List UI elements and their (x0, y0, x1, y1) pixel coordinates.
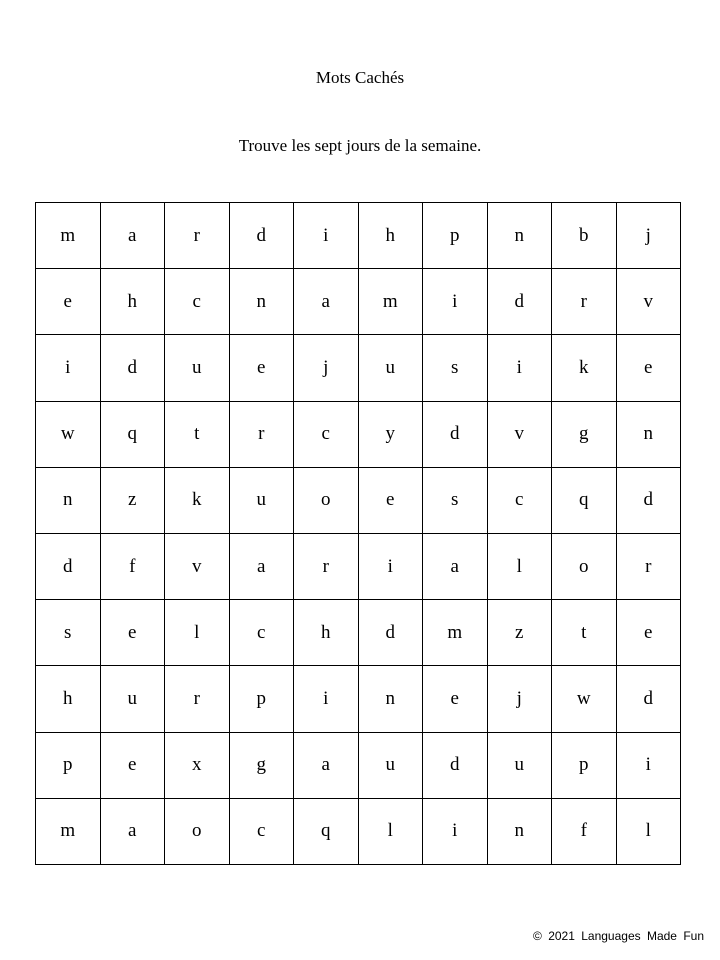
grid-cell: d (36, 533, 101, 599)
grid-row (36, 467, 681, 533)
grid-cell: g (229, 732, 294, 798)
grid-cell: p (229, 666, 294, 732)
grid-cell: g (552, 401, 617, 467)
grid-row (36, 533, 681, 599)
grid-cell: e (229, 335, 294, 401)
grid-cell: q (552, 467, 617, 533)
grid-cell: v (616, 269, 681, 335)
grid-row (36, 203, 681, 269)
grid-cell: f (100, 533, 165, 599)
grid-cell: i (423, 269, 488, 335)
grid-cell: u (100, 666, 165, 732)
grid-cell: c (165, 269, 230, 335)
grid-cell: d (487, 269, 552, 335)
grid-cell: c (487, 467, 552, 533)
grid-cell: u (487, 732, 552, 798)
grid-cell: j (487, 666, 552, 732)
grid-cell: i (36, 335, 101, 401)
grid-cell: k (552, 335, 617, 401)
grid-cell: i (358, 533, 423, 599)
grid-cell: n (229, 269, 294, 335)
grid-cell: m (358, 269, 423, 335)
grid-cell: c (229, 798, 294, 864)
grid-cell: l (358, 798, 423, 864)
grid-cell: a (423, 533, 488, 599)
grid-cell: d (616, 666, 681, 732)
grid-cell: a (294, 732, 359, 798)
worksheet-instruction: Trouve les sept jours de la semaine. (238, 136, 482, 155)
grid-cell: s (36, 600, 101, 666)
grid-cell: r (229, 401, 294, 467)
grid-cell: d (358, 600, 423, 666)
grid-cell: d (423, 732, 488, 798)
grid-cell: e (100, 600, 165, 666)
grid-cell: o (165, 798, 230, 864)
grid-cell: d (616, 467, 681, 533)
grid-cell: p (423, 203, 488, 269)
copyright-footer: © 2021 Languages Made Fun (533, 929, 704, 943)
grid-cell: a (100, 203, 165, 269)
grid-cell: c (229, 600, 294, 666)
grid-cell: v (487, 401, 552, 467)
grid-cell: j (294, 335, 359, 401)
grid-cell: u (358, 335, 423, 401)
grid-cell: a (100, 798, 165, 864)
grid-cell: n (358, 666, 423, 732)
grid-cell: p (36, 732, 101, 798)
grid-cell: p (552, 732, 617, 798)
grid-cell: y (358, 401, 423, 467)
grid-cell: r (552, 269, 617, 335)
grid-cell: j (616, 203, 681, 269)
grid-row (36, 269, 681, 335)
grid-cell: h (36, 666, 101, 732)
grid-cell: t (165, 401, 230, 467)
grid-cell: l (165, 600, 230, 666)
grid-cell: c (294, 401, 359, 467)
grid-row (36, 600, 681, 666)
grid-cell: n (36, 467, 101, 533)
grid-cell: m (423, 600, 488, 666)
grid-cell: e (616, 600, 681, 666)
grid-cell: b (552, 203, 617, 269)
grid-cell: u (165, 335, 230, 401)
grid-cell: u (358, 732, 423, 798)
grid-row (36, 401, 681, 467)
grid-cell: d (229, 203, 294, 269)
grid-cell: r (165, 666, 230, 732)
grid-cell: d (100, 335, 165, 401)
grid-cell: t (552, 600, 617, 666)
grid-cell: u (229, 467, 294, 533)
grid-cell: h (358, 203, 423, 269)
grid-cell: r (165, 203, 230, 269)
grid-cell: e (100, 732, 165, 798)
grid-cell: h (100, 269, 165, 335)
grid-cell: x (165, 732, 230, 798)
grid-cell: i (616, 732, 681, 798)
grid-cell: v (165, 533, 230, 599)
grid-cell: n (487, 203, 552, 269)
grid-cell: a (294, 269, 359, 335)
grid-cell: l (487, 533, 552, 599)
grid-cell: m (36, 798, 101, 864)
grid-cell: h (294, 600, 359, 666)
grid-cell: i (294, 203, 359, 269)
grid-row (36, 732, 681, 798)
grid-cell: d (423, 401, 488, 467)
grid-cell: i (423, 798, 488, 864)
grid-cell: n (487, 798, 552, 864)
grid-cell: m (36, 203, 101, 269)
grid-row (36, 798, 681, 864)
grid-cell: o (294, 467, 359, 533)
grid-cell: w (552, 666, 617, 732)
grid-cell: i (487, 335, 552, 401)
grid-cell: n (616, 401, 681, 467)
word-search-grid (35, 202, 681, 865)
grid-row (36, 666, 681, 732)
grid-cell: r (616, 533, 681, 599)
grid-cell: q (294, 798, 359, 864)
grid-cell: w (36, 401, 101, 467)
grid-cell: e (358, 467, 423, 533)
grid-cell: e (36, 269, 101, 335)
grid-cell: l (616, 798, 681, 864)
grid-cell: z (487, 600, 552, 666)
grid-row (36, 335, 681, 401)
grid-cell: e (616, 335, 681, 401)
grid-cell: a (229, 533, 294, 599)
grid-cell: i (294, 666, 359, 732)
grid-cell: s (423, 335, 488, 401)
worksheet-title: Mots Cachés (315, 68, 405, 87)
grid-cell: o (552, 533, 617, 599)
grid-cell: z (100, 467, 165, 533)
grid-cell: s (423, 467, 488, 533)
grid-cell: q (100, 401, 165, 467)
grid-cell: k (165, 467, 230, 533)
grid-cell: e (423, 666, 488, 732)
grid-cell: r (294, 533, 359, 599)
grid-cell: f (552, 798, 617, 864)
